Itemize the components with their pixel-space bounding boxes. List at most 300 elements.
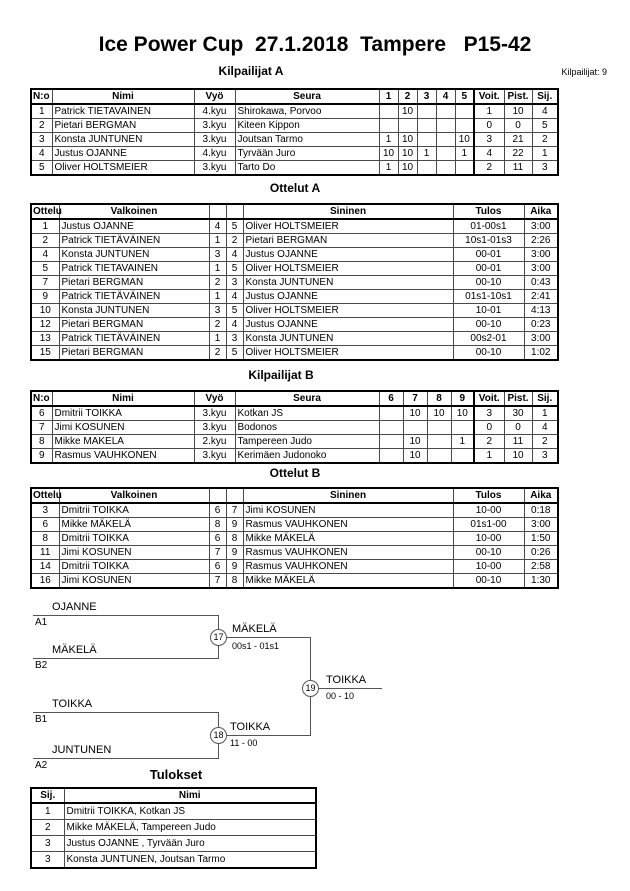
- col-header: Valkoinen: [59, 488, 209, 503]
- table-cell: Kerimäen Judonoko: [235, 449, 379, 464]
- table-cell: 2:41: [524, 290, 558, 304]
- table-cell: 00-10: [453, 276, 524, 290]
- table-cell: 0:26: [524, 546, 558, 560]
- table-cell: Konsta JUNTUNEN, Joutsan Tarmo: [64, 852, 316, 869]
- table-cell: Kotkan JS: [235, 406, 379, 421]
- table-cell: Jimi KOSUNEN: [59, 574, 209, 589]
- table-cell: Pietari BERGMAN: [59, 276, 209, 290]
- table-row: [31, 147, 558, 161]
- col-header: 8: [427, 391, 451, 406]
- table-cell: 5: [31, 262, 59, 276]
- table-cell: 2: [474, 161, 504, 176]
- table-cell: 1: [209, 332, 226, 346]
- table-cell: 10s1-01s3: [453, 234, 524, 248]
- table-cell: 0: [474, 421, 504, 435]
- table-row: [31, 406, 558, 421]
- table-cell: 7: [31, 276, 59, 290]
- table-cell: 1: [31, 104, 52, 119]
- table-cell: 2:26: [524, 234, 558, 248]
- table-cell: 3: [226, 276, 243, 290]
- table-cell: 2: [209, 346, 226, 361]
- bracket-seed: B1: [35, 714, 48, 725]
- table-cell: Rasmus VAUHKONEN: [243, 546, 453, 560]
- table-cell: 1: [474, 449, 504, 464]
- table-cell: Dmitrii TOIKKA: [59, 503, 209, 518]
- table-row: [31, 104, 558, 119]
- table-cell: 1: [417, 147, 436, 161]
- table-cell: 0:43: [524, 276, 558, 290]
- table-cell: Bodonos: [235, 421, 379, 435]
- table-cell: 0: [504, 421, 532, 435]
- table-cell: Pietari BERGMAN: [52, 119, 194, 133]
- table-cell: Mikke MÄKELÄ: [243, 532, 453, 546]
- kilpailijat-a-table: [30, 88, 559, 176]
- col-header: Tulos: [453, 204, 524, 219]
- table-cell: 5: [226, 346, 243, 361]
- table-cell: 8: [226, 574, 243, 589]
- header-row: [31, 391, 558, 406]
- col-header: [209, 488, 226, 503]
- table-cell: 3.kyu: [194, 406, 235, 421]
- bracket-score: 00 - 10: [326, 691, 355, 701]
- table-cell: 3:00: [524, 219, 558, 234]
- col-header: Seura: [235, 89, 379, 104]
- table-cell: [403, 421, 427, 435]
- table-cell: 3.kyu: [194, 119, 235, 133]
- col-header: Sininen: [243, 488, 453, 503]
- table-cell: Pietari BERGMAN: [59, 318, 209, 332]
- table-cell: 4: [31, 248, 59, 262]
- table-cell: Konsta JUNTUNEN: [59, 248, 209, 262]
- bracket-player-name: TOIKKA: [52, 698, 93, 710]
- table-row: [31, 219, 558, 234]
- table-cell: 10: [427, 406, 451, 421]
- page-title: Ice Power Cup 27.1.2018 Tampere P15-42: [98, 33, 532, 56]
- col-header: Aika: [524, 488, 558, 503]
- table-cell: 9: [226, 546, 243, 560]
- table-cell: 3:00: [524, 332, 558, 346]
- col-header: Vyö: [194, 89, 235, 104]
- table-cell: 1:02: [524, 346, 558, 361]
- table-cell: 3:00: [524, 248, 558, 262]
- table-cell: [379, 406, 403, 421]
- table-cell: Patrick TIETÄVÄINEN: [59, 290, 209, 304]
- table-cell: 30: [504, 406, 532, 421]
- table-cell: 3: [474, 406, 504, 421]
- table-cell: 11: [504, 161, 532, 176]
- table-cell: [455, 104, 474, 119]
- table-row: [31, 290, 558, 304]
- table-cell: Konsta JUNTUNEN: [243, 332, 453, 346]
- table-cell: 4: [226, 318, 243, 332]
- table-cell: 0: [474, 119, 504, 133]
- table-cell: 6: [31, 406, 52, 421]
- bracket-line: [33, 758, 219, 759]
- table-cell: 2: [209, 318, 226, 332]
- table-cell: 1: [209, 234, 226, 248]
- table-cell: [436, 161, 455, 176]
- table-cell: [417, 161, 436, 176]
- col-header: Ottelu: [33, 490, 62, 501]
- table-cell: 3: [31, 852, 64, 869]
- table-cell: [451, 421, 474, 435]
- table-cell: Patrick TIETÄVÄINEN: [59, 234, 209, 248]
- table-cell: Shirokawa, Porvoo: [235, 104, 379, 119]
- bracket-seed: A1: [35, 617, 48, 628]
- col-header: Pist.: [504, 391, 532, 406]
- table-cell: Jimi KOSUNEN: [52, 421, 194, 435]
- table-cell: 16: [31, 574, 59, 589]
- table-cell: 1: [379, 161, 398, 176]
- table-cell: [455, 161, 474, 176]
- col-header: [209, 204, 226, 219]
- table-cell: 1: [31, 219, 59, 234]
- table-cell: 00s2-01: [453, 332, 524, 346]
- table-cell: Mikke MÄKELÄ, Tampereen Judo: [64, 820, 316, 836]
- table-row: [31, 803, 316, 820]
- col-header: Nimi: [64, 788, 316, 803]
- table-cell: 3: [31, 133, 52, 147]
- table-cell: 00-10: [453, 318, 524, 332]
- table-cell: 14: [31, 560, 59, 574]
- table-cell: Konsta JUNTUNEN: [59, 304, 209, 318]
- table-cell: Kiteen Kippon: [235, 119, 379, 133]
- table-cell: 10-01: [453, 304, 524, 318]
- col-header: Voit.: [474, 89, 504, 104]
- table-row: [31, 503, 558, 518]
- table-cell: 00-01: [453, 262, 524, 276]
- table-cell: 2: [532, 133, 558, 147]
- table-cell: 3.kyu: [194, 449, 235, 464]
- col-header: N:o: [31, 89, 52, 104]
- table-cell: Mikke MAKELA: [52, 435, 194, 449]
- table-cell: Oliver HOLTSMEIER: [243, 262, 453, 276]
- table-cell: 7: [209, 574, 226, 589]
- table-cell: 00-10: [453, 546, 524, 560]
- bracket-winner-name: MÄKELÄ: [232, 623, 277, 635]
- table-row: [31, 234, 558, 248]
- table-cell: 4.kyu: [194, 147, 235, 161]
- table-cell: Rasmus VAUHKONEN: [243, 518, 453, 532]
- table-cell: 10: [504, 104, 532, 119]
- table-cell: Tampereen Judo: [235, 435, 379, 449]
- table-cell: 00-10: [453, 574, 524, 589]
- table-cell: 1:30: [524, 574, 558, 589]
- table-cell: 5: [226, 262, 243, 276]
- table-cell: 1: [451, 435, 474, 449]
- section-heading-kilpailijat-a: Kilpailijat A: [218, 64, 284, 78]
- table-cell: 10: [403, 435, 427, 449]
- table-row: [31, 435, 558, 449]
- table-row: [31, 304, 558, 318]
- table-cell: 1: [31, 803, 64, 820]
- table-cell: 6: [31, 518, 59, 532]
- table-cell: 10-00: [453, 532, 524, 546]
- section-heading-kilpailijat-b: Kilpailijat B: [248, 368, 314, 382]
- col-header: Nimi: [52, 89, 194, 104]
- table-cell: Dmitrii TOIKKA: [59, 532, 209, 546]
- table-cell: [451, 449, 474, 464]
- table-cell: 3: [31, 503, 59, 518]
- col-header: Sij.: [31, 788, 64, 803]
- table-cell: 3: [474, 133, 504, 147]
- table-cell: 3: [31, 836, 64, 852]
- bracket-player-name: OJANNE: [52, 601, 97, 613]
- table-cell: 4:13: [524, 304, 558, 318]
- section-heading-tulokset: Tulokset: [149, 767, 203, 782]
- table-cell: 9: [31, 290, 59, 304]
- match-number-circle: 19: [302, 680, 319, 697]
- table-cell: [427, 435, 451, 449]
- table-cell: Oliver HOLTSMEIER: [243, 346, 453, 361]
- table-cell: 1: [379, 133, 398, 147]
- header-row: [31, 788, 316, 803]
- table-cell: 3: [209, 304, 226, 318]
- table-row: [31, 546, 558, 560]
- table-row: [31, 346, 558, 361]
- table-cell: 12: [31, 318, 59, 332]
- col-header: 7: [403, 391, 427, 406]
- col-header: Aika: [524, 204, 558, 219]
- ottelut-a-table: [30, 203, 559, 361]
- table-cell: 2: [31, 820, 64, 836]
- bracket-line: [33, 658, 219, 659]
- table-cell: Rasmus VAUHKONEN: [52, 449, 194, 464]
- table-cell: 10: [451, 406, 474, 421]
- table-cell: 8: [226, 532, 243, 546]
- table-cell: 10: [398, 133, 417, 147]
- table-cell: Konsta JUNTUNEN: [52, 133, 194, 147]
- col-header: Seura: [235, 391, 379, 406]
- table-cell: [427, 421, 451, 435]
- table-cell: 8: [31, 435, 52, 449]
- table-cell: [379, 435, 403, 449]
- table-cell: 4: [209, 219, 226, 234]
- table-row: [31, 119, 558, 133]
- table-cell: 01-00s1: [453, 219, 524, 234]
- table-cell: 2: [31, 234, 59, 248]
- col-header: 3: [417, 89, 436, 104]
- table-cell: 2: [474, 435, 504, 449]
- table-cell: 3: [532, 161, 558, 176]
- table-row: [31, 248, 558, 262]
- bracket-winner-name: TOIKKA: [326, 674, 367, 686]
- table-cell: Mikke MÄKELÄ: [59, 518, 209, 532]
- table-cell: [427, 449, 451, 464]
- table-cell: [379, 104, 398, 119]
- col-header: 9: [451, 391, 474, 406]
- table-cell: 10: [379, 147, 398, 161]
- table-cell: [398, 119, 417, 133]
- table-cell: 10: [403, 406, 427, 421]
- ottelut-b-table: [30, 487, 559, 589]
- table-cell: [455, 119, 474, 133]
- table-cell: 10: [403, 449, 427, 464]
- table-cell: 2: [532, 435, 558, 449]
- table-cell: 1: [532, 147, 558, 161]
- table-cell: 10: [31, 304, 59, 318]
- table-cell: 3.kyu: [194, 133, 235, 147]
- col-header: Sij.: [532, 391, 558, 406]
- table-cell: 7: [31, 421, 52, 435]
- table-row: [31, 852, 316, 869]
- table-cell: 6: [209, 560, 226, 574]
- table-cell: Patrick TIETAVAINEN: [52, 104, 194, 119]
- table-cell: 3: [209, 248, 226, 262]
- table-cell: 00-10: [453, 346, 524, 361]
- competitors-count-label: Kilpailijat: 9: [561, 67, 607, 77]
- table-row: [31, 836, 316, 852]
- table-cell: [417, 104, 436, 119]
- table-cell: 10: [398, 104, 417, 119]
- table-cell: Justus OJANNE: [243, 318, 453, 332]
- table-cell: 4: [474, 147, 504, 161]
- table-cell: [436, 104, 455, 119]
- table-row: [31, 574, 558, 589]
- table-cell: Jimi KOSUNEN: [243, 503, 453, 518]
- table-cell: Justus OJANNE: [59, 219, 209, 234]
- table-cell: [379, 119, 398, 133]
- table-cell: 9: [31, 449, 52, 464]
- col-header: Ottelu: [33, 206, 62, 217]
- table-row: [31, 318, 558, 332]
- bracket-player-name: JUNTUNEN: [52, 744, 112, 756]
- col-header: [226, 204, 243, 219]
- table-cell: [379, 421, 403, 435]
- table-cell: 10: [398, 161, 417, 176]
- bracket-winner-name: TOIKKA: [230, 721, 271, 733]
- table-cell: Pietari BERGMAN: [59, 346, 209, 361]
- table-cell: 13: [31, 332, 59, 346]
- table-row: [31, 133, 558, 147]
- col-header: 6: [379, 391, 403, 406]
- table-row: [31, 560, 558, 574]
- table-cell: 8: [209, 518, 226, 532]
- table-cell: Justus OJANNE: [243, 248, 453, 262]
- table-cell: 4: [532, 104, 558, 119]
- table-cell: 0:18: [524, 503, 558, 518]
- bracket-line: [33, 615, 219, 616]
- table-row: [31, 262, 558, 276]
- bracket-line: [33, 712, 219, 713]
- match-number-circle: 18: [210, 727, 227, 744]
- bracket-seed: B2: [35, 660, 48, 671]
- table-cell: 3:00: [524, 518, 558, 532]
- table-cell: Justus OJANNE: [52, 147, 194, 161]
- col-header: Nimi: [52, 391, 194, 406]
- table-cell: 6: [209, 503, 226, 518]
- table-cell: Tyrvään Juro: [235, 147, 379, 161]
- table-cell: 6: [209, 532, 226, 546]
- table-row: [31, 332, 558, 346]
- bracket-line: [219, 637, 311, 638]
- table-cell: 2:58: [524, 560, 558, 574]
- table-row: [31, 449, 558, 464]
- table-cell: 11: [504, 435, 532, 449]
- table-row: [31, 532, 558, 546]
- table-cell: 22: [504, 147, 532, 161]
- match-number-circle: 17: [210, 629, 227, 646]
- table-cell: 5: [532, 119, 558, 133]
- bracket-seed: A2: [35, 760, 48, 771]
- table-cell: 3: [226, 332, 243, 346]
- table-cell: Oliver HOLTSMEIER: [243, 304, 453, 318]
- bracket-score: 11 - 00: [230, 738, 258, 748]
- table-cell: 1: [532, 406, 558, 421]
- table-cell: 10-00: [453, 503, 524, 518]
- table-cell: 5: [226, 304, 243, 318]
- col-header: Voit.: [474, 391, 504, 406]
- section-heading-ottelut-a: Ottelut A: [269, 181, 321, 195]
- table-cell: Patrick TIETAVAINEN: [59, 262, 209, 276]
- table-cell: Justus OJANNE , Tyrvään Juro: [64, 836, 316, 852]
- table-cell: 10: [398, 147, 417, 161]
- table-cell: Dmitrii TOIKKA: [59, 560, 209, 574]
- table-cell: Dmitrii TOIKKA, Kotkan JS: [64, 803, 316, 820]
- table-cell: 01s1-00: [453, 518, 524, 532]
- table-cell: 1: [209, 262, 226, 276]
- table-cell: 2: [209, 276, 226, 290]
- table-cell: 1: [455, 147, 474, 161]
- table-cell: 3.kyu: [194, 161, 235, 176]
- header-row: [31, 204, 558, 219]
- table-cell: 7: [226, 503, 243, 518]
- table-cell: 4: [226, 248, 243, 262]
- table-cell: 4: [31, 147, 52, 161]
- table-row: [31, 276, 558, 290]
- table-cell: Tarto Do: [235, 161, 379, 176]
- table-cell: 10: [455, 133, 474, 147]
- col-header: Sij.: [532, 89, 558, 104]
- table-cell: Oliver HOLTSMEIER: [243, 219, 453, 234]
- col-header: [226, 488, 243, 503]
- table-cell: 1:50: [524, 532, 558, 546]
- table-cell: 8: [31, 532, 59, 546]
- table-cell: Rasmus VAUHKONEN: [243, 560, 453, 574]
- table-cell: Justus OJANNE: [243, 290, 453, 304]
- table-cell: 10: [504, 449, 532, 464]
- table-cell: 0:23: [524, 318, 558, 332]
- col-header: 5: [455, 89, 474, 104]
- col-header: Valkoinen: [59, 204, 209, 219]
- table-cell: 4: [226, 290, 243, 304]
- header-row: [31, 89, 558, 104]
- table-row: [31, 421, 558, 435]
- table-cell: 3:00: [524, 262, 558, 276]
- col-header: 2: [398, 89, 417, 104]
- table-cell: 1: [209, 290, 226, 304]
- table-cell: 15: [31, 346, 59, 361]
- table-cell: 5: [226, 219, 243, 234]
- table-row: [31, 820, 316, 836]
- table-cell: 01s1-10s1: [453, 290, 524, 304]
- bracket-line: [219, 735, 311, 736]
- bracket-player-name: MÄKELÄ: [52, 644, 97, 656]
- table-cell: 11: [31, 546, 59, 560]
- table-cell: 5: [31, 161, 52, 176]
- table-cell: 3: [532, 449, 558, 464]
- table-cell: Joutsan Tarmo: [235, 133, 379, 147]
- table-cell: Mikke MÄKELÄ: [243, 574, 453, 589]
- table-cell: 9: [226, 560, 243, 574]
- table-cell: [436, 133, 455, 147]
- table-cell: 3.kyu: [194, 421, 235, 435]
- table-cell: 00-01: [453, 248, 524, 262]
- table-row: [31, 161, 558, 176]
- tulokset-table: [30, 787, 317, 869]
- table-cell: 2: [226, 234, 243, 248]
- table-cell: 10-00: [453, 560, 524, 574]
